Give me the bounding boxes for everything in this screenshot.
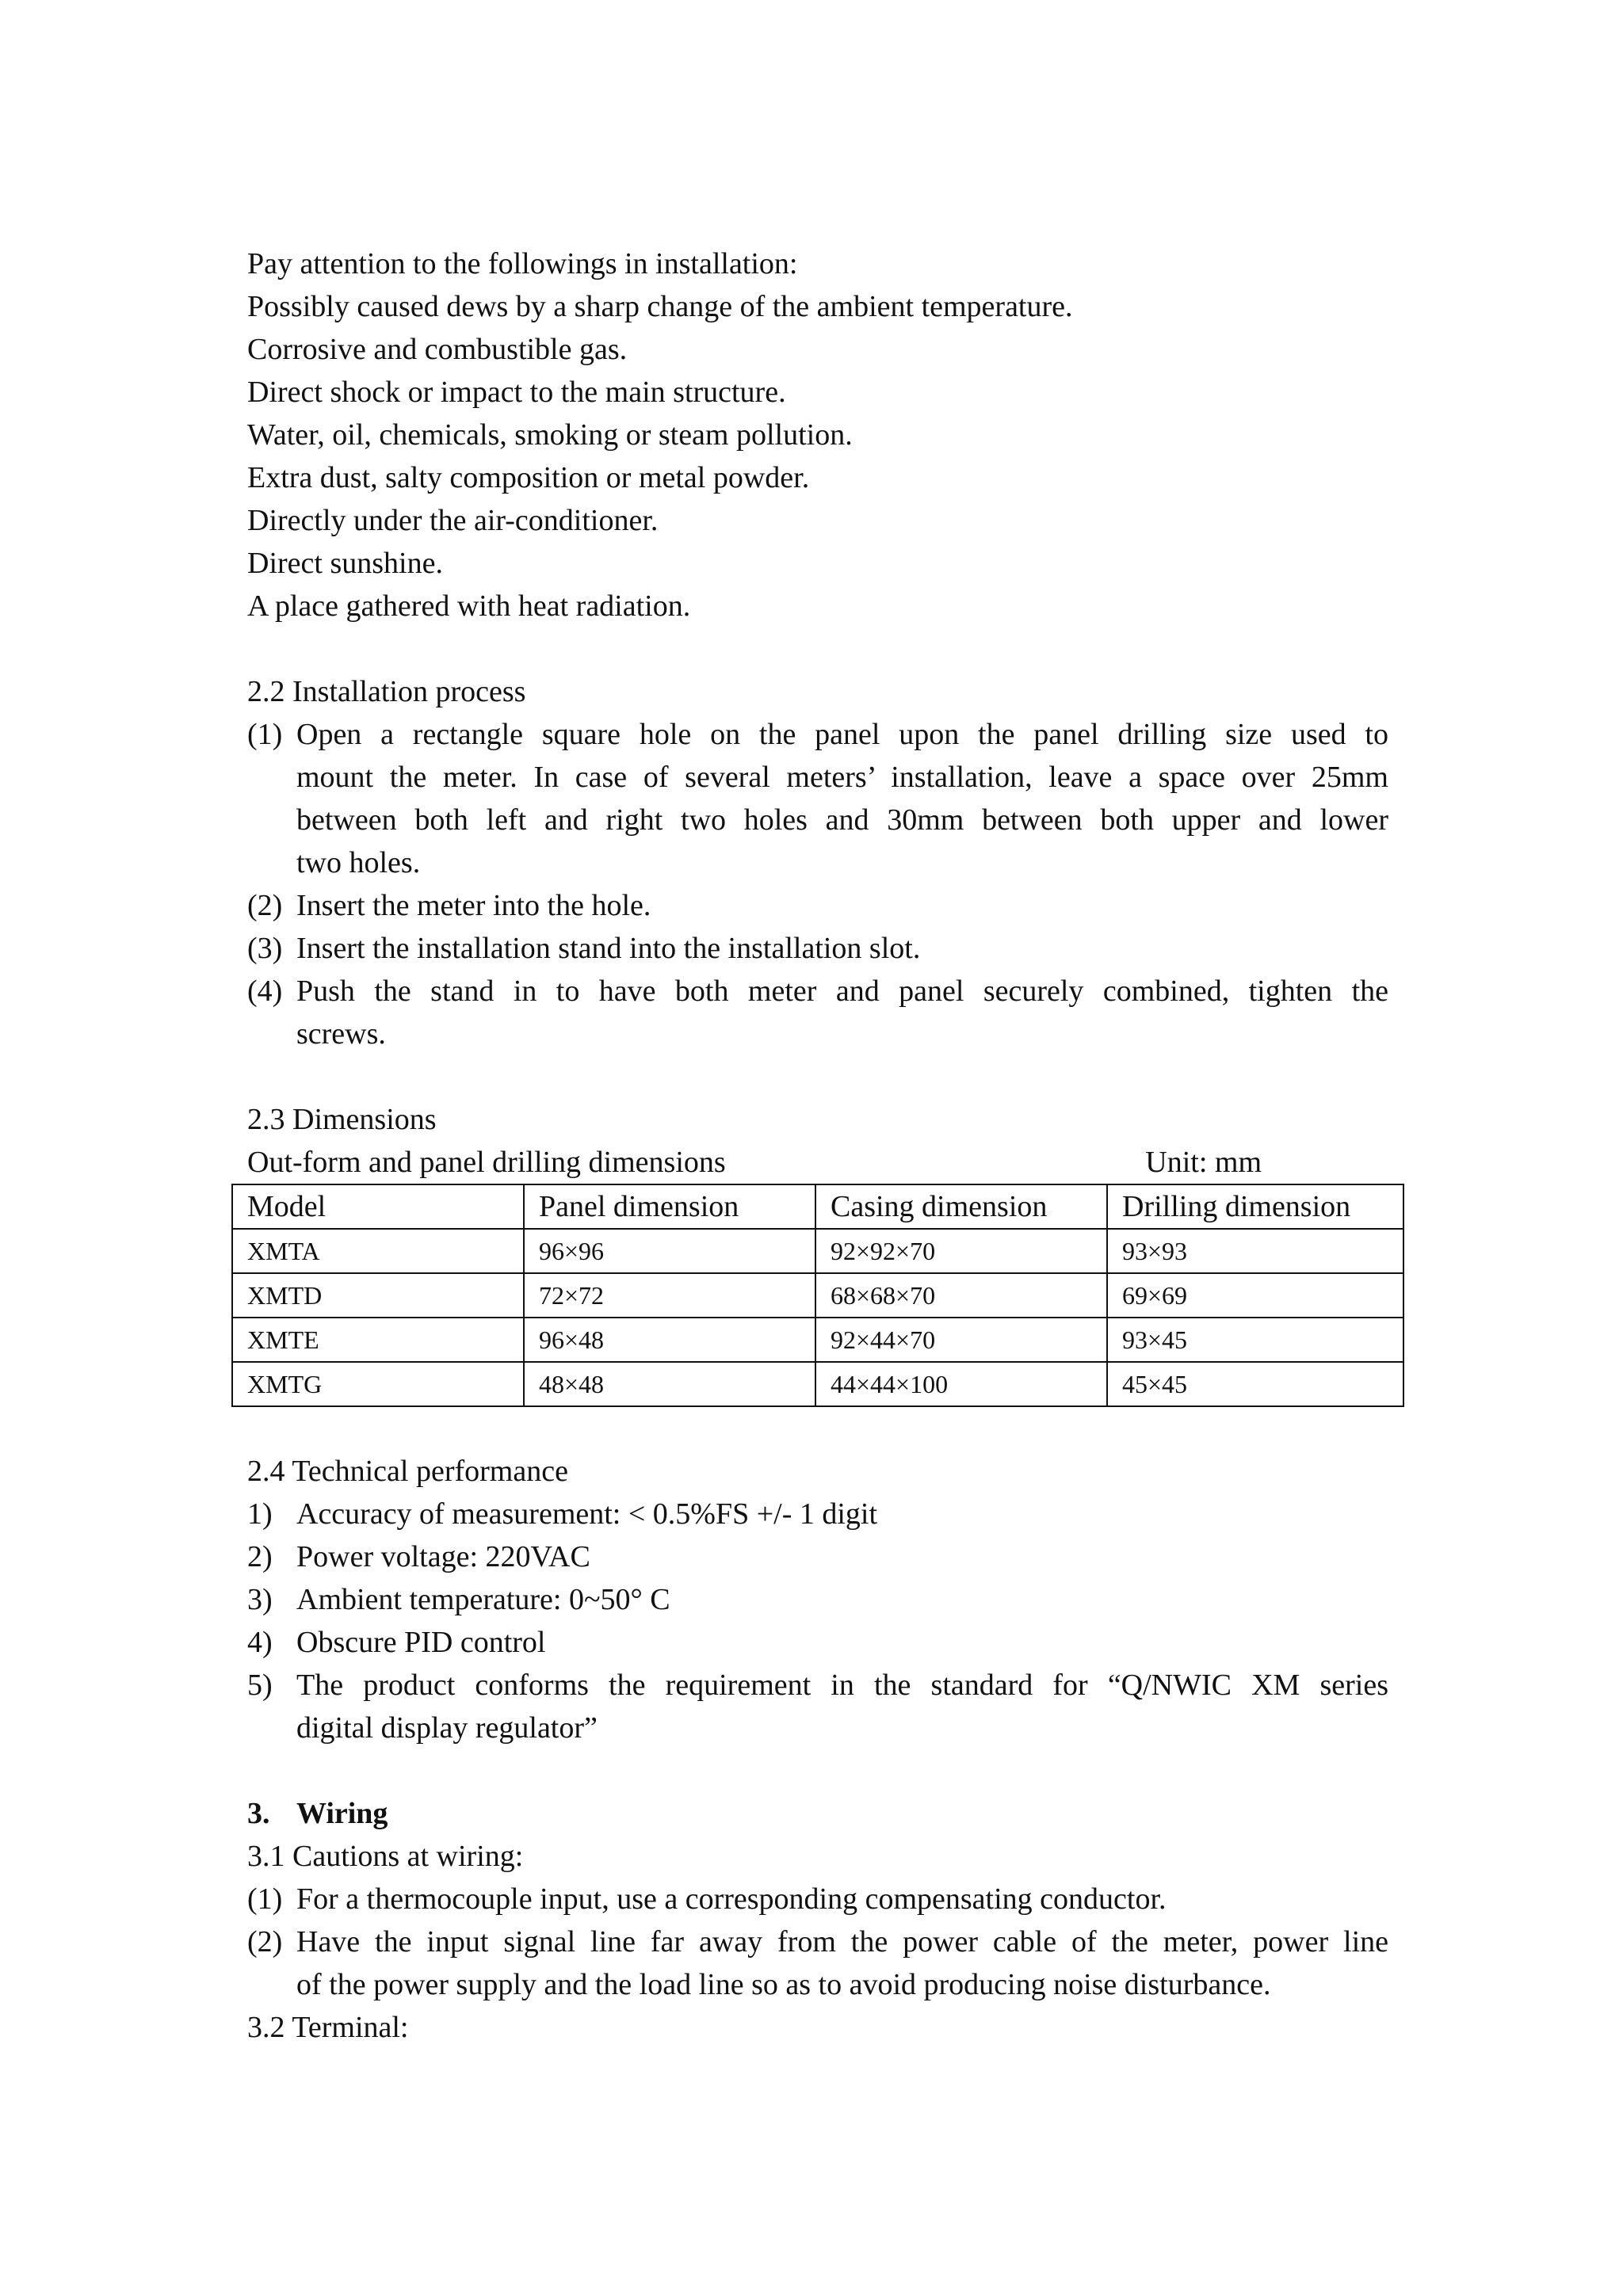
caution-text: [296, 1878, 1388, 1920]
notes-intro: Pay attention to the followings in installation:: [247, 247, 798, 280]
table-row: [232, 1273, 1403, 1318]
spec-line: Power voltage: 220VAC: [296, 1540, 590, 1573]
caution-text: [296, 1920, 1388, 2006]
table-cell: 96×96: [524, 1229, 815, 1273]
step-line: screws.: [296, 1017, 386, 1051]
spec-number: 4): [247, 1626, 273, 1659]
step-line: Push the stand in to have both meter and panel securely combined, tighten the: [296, 974, 1388, 1008]
table-cell: 93×45: [1107, 1318, 1403, 1362]
caution-item: [247, 1920, 1388, 2006]
table-cell: 92×92×70: [815, 1229, 1107, 1273]
spec-number: 5): [247, 1669, 273, 1702]
page-content: [247, 242, 1388, 2049]
column-header: Drilling dimension: [1107, 1184, 1403, 1229]
installation-step: [247, 884, 1388, 927]
note-item: Water, oil, chemicals, smoking or steam pollution.: [247, 418, 853, 452]
spec-line: Ambient temperature: 0~50° C: [296, 1583, 670, 1616]
step-number: (3): [247, 932, 283, 965]
spacer: [247, 627, 1388, 670]
step-line: Open a rectangle square hole on the panel upon the panel drilling size used to: [296, 718, 1388, 751]
note-item: Possibly caused dews by a sharp change of the ambient temperature.: [247, 290, 1073, 323]
section-heading-3: [247, 1792, 1388, 1835]
section-heading-2-4: 2.4 Technical performance: [247, 1455, 568, 1488]
spec-line: Accuracy of measurement: < 0.5%FS +/- 1 digit: [296, 1497, 878, 1531]
step-text: [296, 970, 1388, 1055]
step-text: [296, 884, 1388, 927]
spec-item: [247, 1493, 1388, 1535]
note-item: Corrosive and combustible gas.: [247, 333, 628, 366]
note-item: Direct sunshine.: [247, 547, 443, 580]
table-cell: XMTE: [232, 1318, 524, 1362]
table-cell: 96×48: [524, 1318, 815, 1362]
spec-number: 2): [247, 1540, 273, 1573]
table-row: [232, 1318, 1403, 1362]
spec-text: [296, 1535, 1388, 1578]
caution-line: Have the input signal line far away from the power cable of the meter, power line: [296, 1925, 1388, 1958]
spacer: [247, 1407, 1388, 1450]
column-header: Casing dimension: [815, 1184, 1107, 1229]
dimensions-section: [247, 1098, 1388, 1407]
note-item: Extra dust, salty composition or metal powder.: [247, 461, 810, 494]
spec-item: [247, 1621, 1388, 1664]
table-header-row: [232, 1184, 1403, 1229]
section-heading-3-1: 3.1 Cautions at wiring:: [247, 1840, 524, 1873]
spec-number: 1): [247, 1497, 273, 1531]
section-heading-2-2: 2.2 Installation process: [247, 675, 526, 708]
step-number: (1): [247, 718, 283, 751]
caution-line: of the power supply and the load line so as to avoid producing noise disturbance.: [296, 1968, 1271, 2001]
spec-text: [296, 1493, 1388, 1535]
caution-number: (2): [247, 1925, 283, 1958]
spec-line: Obscure PID control: [296, 1626, 546, 1659]
installation-notes: [247, 242, 1388, 627]
step-line: Insert the installation stand into the installation slot.: [296, 932, 921, 965]
step-line: two holes.: [296, 846, 421, 879]
column-header: Model: [232, 1184, 524, 1229]
technical-performance-section: [247, 1450, 1388, 1749]
note-item: Direct shock or impact to the main structure.: [247, 376, 786, 409]
table-cell: XMTA: [232, 1229, 524, 1273]
spec-item: [247, 1535, 1388, 1578]
table-cell: 44×44×100: [815, 1362, 1107, 1406]
spec-item: [247, 1664, 1388, 1749]
step-line: Insert the meter into the hole.: [296, 889, 651, 922]
spec-text: [296, 1578, 1388, 1621]
caution-line: For a thermocouple input, use a corresponding compensating conductor.: [296, 1882, 1167, 1916]
table-cell: 93×93: [1107, 1229, 1403, 1273]
note-item: Directly under the air-conditioner.: [247, 504, 659, 537]
step-line: between both left and right two holes and 30mm between both upper and lower: [296, 803, 1388, 837]
table-cell: XMTG: [232, 1362, 524, 1406]
step-text: [296, 713, 1388, 884]
heading-text: Wiring: [296, 1797, 388, 1830]
caution-item: [247, 1878, 1388, 1920]
spec-item: [247, 1578, 1388, 1621]
spec-line: digital display regulator”: [296, 1711, 598, 1745]
dimensions-table: [231, 1184, 1404, 1407]
table-unit: Unit: mm: [1145, 1146, 1262, 1179]
column-header: Panel dimension: [524, 1184, 815, 1229]
installation-step: [247, 927, 1388, 970]
step-number: (4): [247, 974, 283, 1008]
wiring-section: [247, 1792, 1388, 2049]
installation-step: [247, 970, 1388, 1055]
table-row: [232, 1362, 1403, 1406]
section-heading-3-2: 3.2 Terminal:: [247, 2011, 409, 2044]
spec-number: 3): [247, 1583, 273, 1616]
spec-text: [296, 1664, 1388, 1749]
spec-text: [296, 1621, 1388, 1664]
step-text: [296, 927, 1388, 970]
table-cell: 92×44×70: [815, 1318, 1107, 1362]
table-caption: Out-form and panel drilling dimensions: [247, 1146, 726, 1179]
table-cell: 72×72: [524, 1273, 815, 1318]
note-item: A place gathered with heat radiation.: [247, 589, 691, 623]
table-cell: 45×45: [1107, 1362, 1403, 1406]
spec-line: The product conforms the requirement in the standard for “Q/NWIC XM series: [296, 1669, 1388, 1702]
installation-process-section: [247, 670, 1388, 1055]
caution-number: (1): [247, 1882, 283, 1916]
table-row: [232, 1229, 1403, 1273]
spacer: [247, 1055, 1388, 1098]
heading-number: 3.: [247, 1797, 270, 1830]
step-number: (2): [247, 889, 283, 922]
table-cell: XMTD: [232, 1273, 524, 1318]
table-cell: 48×48: [524, 1362, 815, 1406]
installation-step: [247, 713, 1388, 884]
spacer: [247, 1749, 1388, 1792]
step-line: mount the meter. In case of several meters’ installation, leave a space over 25mm: [296, 761, 1388, 794]
table-cell: 68×68×70: [815, 1273, 1107, 1318]
table-caption-row: [247, 1141, 1262, 1184]
table-cell: 69×69: [1107, 1273, 1403, 1318]
section-heading-2-3: 2.3 Dimensions: [247, 1103, 437, 1136]
